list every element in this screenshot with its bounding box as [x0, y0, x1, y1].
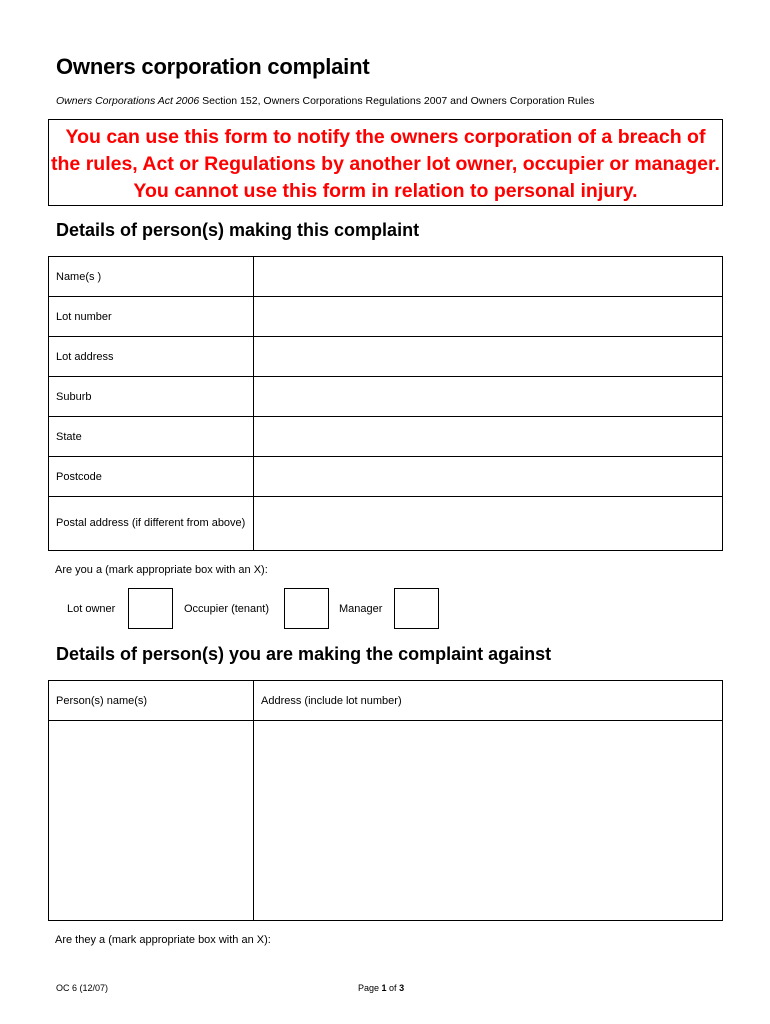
table-row — [49, 457, 723, 497]
page-of: of — [386, 983, 400, 993]
lot-number-label: Lot number — [49, 297, 254, 337]
page-number — [358, 983, 404, 993]
complainant-type-question: Are you a (mark appropriate box with an X): — [55, 564, 268, 576]
manager-label: Manager — [339, 603, 383, 615]
section1-heading: Details of person(s) making this complaint — [56, 220, 420, 240]
table-row — [49, 721, 723, 921]
postal-address-label: Postal address (if different from above) — [49, 497, 254, 551]
occupier-checkbox[interactable] — [284, 588, 329, 629]
occupier-label: Occupier (tenant) — [184, 603, 269, 615]
manager-checkbox[interactable] — [394, 588, 439, 629]
suburb-field[interactable] — [254, 377, 723, 417]
section2-heading: Details of person(s) you are making the complaint against — [56, 644, 552, 664]
respondent-details-table — [48, 680, 723, 921]
page-current: 1 — [381, 983, 387, 993]
table-row — [49, 417, 723, 457]
table-row — [49, 297, 723, 337]
page-total: 3 — [399, 983, 405, 993]
person-names-field[interactable] — [49, 721, 254, 921]
respondent-type-question: Are they a (mark appropriate box with an X): — [55, 934, 271, 946]
legislation-subtitle — [56, 95, 594, 107]
person-names-header: Person(s) name(s) — [49, 681, 254, 721]
form-code: OC 6 (12/07) — [56, 983, 109, 993]
name-label: Name(s ) — [49, 257, 254, 297]
act-name: Owners Corporations Act 2006 — [56, 95, 200, 107]
lot-owner-checkbox[interactable] — [128, 588, 173, 629]
postcode-label: Postcode — [49, 457, 254, 497]
complainant-details-table — [48, 256, 723, 551]
table-row — [49, 337, 723, 377]
page-word: Page — [358, 983, 382, 993]
state-label: State — [49, 417, 254, 457]
lot-address-field[interactable] — [254, 337, 723, 377]
table-header-row — [49, 681, 723, 721]
address-header: Address (include lot number) — [254, 681, 723, 721]
state-field[interactable] — [254, 417, 723, 457]
address-field[interactable] — [254, 721, 723, 921]
lot-owner-label: Lot owner — [67, 603, 116, 615]
name-field[interactable] — [254, 257, 723, 297]
postcode-field[interactable] — [254, 457, 723, 497]
notice-box: You can use this form to notify the owners corporation of a breach of the rules, Act or Regulations by another lot owner, occupier or manager. You cannot use this form in relation to personal injury. — [48, 119, 723, 206]
postal-address-field[interactable] — [254, 497, 723, 551]
lot-number-field[interactable] — [254, 297, 723, 337]
complainant-type-options — [0, 588, 770, 630]
form-title: Owners corporation complaint — [56, 54, 370, 79]
subtitle-rest: Section 152, Owners Corporations Regulations 2007 and Owners Corporation Rules — [199, 95, 595, 107]
table-row — [49, 257, 723, 297]
suburb-label: Suburb — [49, 377, 254, 417]
lot-address-label: Lot address — [49, 337, 254, 377]
table-row — [49, 497, 723, 551]
table-row — [49, 377, 723, 417]
